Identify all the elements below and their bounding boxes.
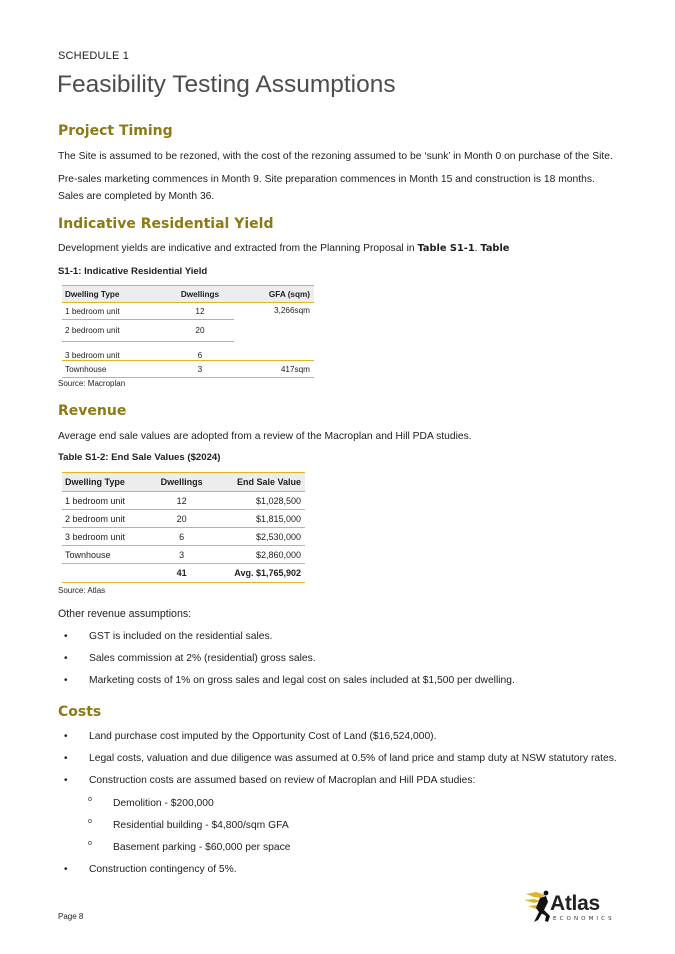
total-blank-cell: [62, 564, 147, 583]
table-row: [62, 303, 314, 320]
yield-source: Source: Macroplan: [58, 379, 126, 388]
yield-header-type: Dwelling Type: [62, 286, 166, 303]
table-row: [62, 510, 305, 528]
project-timing-heading: Project Timing: [58, 123, 173, 139]
end-sale-values-table: [62, 472, 305, 583]
yield-table-caption: S1-1: Indicative Residential Yield: [58, 266, 208, 277]
bullet-icon: •: [64, 864, 68, 875]
revenue-source: Source: Atlas: [58, 586, 106, 595]
total-value: Avg. $1,765,902: [216, 564, 305, 583]
other-revenue-label: Other revenue assumptions:: [58, 608, 192, 620]
costs-bullet-2: Legal costs, valuation and due diligence was assumed at 0.5% of land price and stamp duty at NSW statutory rates.: [89, 753, 617, 764]
revenue-cell-value: $1,028,500: [216, 492, 305, 510]
sub-bullet-icon: o: [88, 818, 92, 825]
yield-cell-type: 2 bedroom unit: [62, 320, 166, 342]
yield-cell-type: 3 bedroom unit: [65, 351, 120, 360]
revenue-cell-type: 2 bedroom unit: [62, 510, 147, 528]
logo-tagline: ECONOMICS: [553, 916, 615, 922]
yield-cell-dwellings: 12: [166, 303, 234, 320]
revenue-bullet-1: GST is included on the residential sales.: [89, 631, 273, 642]
project-timing-paragraph-1: The Site is assumed to be rezoned, with the cost of the rezoning assumed to be ‘sunk’ in Month 0 on purchase of the Site.: [58, 151, 613, 162]
costs-bullet-3: Construction costs are assumed based on review of Macroplan and Hill PDA studies:: [89, 775, 476, 786]
costs-sub-bullet-2: Residential building - $4,800/sqm GFA: [113, 820, 289, 831]
yield-cell-dwellings: 6: [197, 351, 203, 360]
revenue-cell-dwellings: 6: [147, 528, 215, 546]
revenue-heading: Revenue: [58, 403, 127, 419]
costs-bullet-4: Construction contingency of 5%.: [89, 864, 237, 875]
revenue-header-type: Dwelling Type: [62, 473, 147, 492]
bullet-icon: •: [64, 775, 68, 786]
table-row: [62, 546, 305, 564]
project-timing-paragraph-2: Pre-sales marketing commences in Month 9. Site preparation commences in Month 15 and construction is 18 months. Sales are completed by Month 36.: [58, 174, 595, 202]
table-ref-link[interactable]: Table S1-1: [417, 243, 475, 254]
yield-heading: Indicative Residential Yield: [58, 216, 274, 232]
yield-cell-type: 1 bedroom unit: [62, 303, 166, 320]
atlas-economics-logo: [522, 888, 614, 928]
schedule-label: SCHEDULE 1: [58, 50, 130, 62]
revenue-cell-type: 1 bedroom unit: [62, 492, 147, 510]
table-row: [62, 528, 305, 546]
yield-intro-text: Development yields are indicative and extracted from the Planning Proposal in: [58, 243, 418, 254]
costs-sub-bullet-1: Demolition - $200,000: [113, 798, 214, 809]
yield-cell-units-gfa: 3,266sqm: [234, 303, 314, 361]
table-ref-word: Table: [480, 243, 510, 254]
yield-cell-type: Townhouse: [62, 361, 166, 378]
revenue-cell-value: $2,530,000: [216, 528, 305, 546]
revenue-cell-dwellings: 3: [147, 546, 215, 564]
table-row: [62, 361, 314, 378]
bullet-icon: •: [64, 753, 68, 764]
sub-bullet-icon: o: [88, 796, 92, 803]
yield-table: [62, 285, 314, 378]
yield-cell-gfa: 417sqm: [234, 361, 314, 378]
logo-name: Atlas: [550, 892, 600, 915]
yield-header-gfa: GFA (sqm): [234, 286, 314, 303]
yield-intro-sep: .: [474, 243, 481, 254]
bullet-icon: •: [64, 731, 68, 742]
revenue-cell-value: $2,860,000: [216, 546, 305, 564]
page-title: Feasibility Testing Assumptions: [57, 71, 396, 98]
bullet-icon: •: [64, 675, 68, 686]
table-total-row: [62, 564, 305, 583]
revenue-cell-type: 3 bedroom unit: [62, 528, 147, 546]
total-dwellings: 41: [147, 564, 215, 583]
yield-intro: [58, 240, 618, 257]
revenue-bullet-2: Sales commission at 2% (residential) gross sales.: [89, 653, 316, 664]
costs-sub-bullet-3: Basement parking - $60,000 per space: [113, 842, 291, 853]
revenue-header-value: End Sale Value: [216, 473, 305, 492]
costs-heading: Costs: [58, 704, 102, 720]
sub-bullet-icon: o: [88, 840, 92, 847]
revenue-cell-dwellings: 20: [147, 510, 215, 528]
revenue-table-caption: Table S1-2: End Sale Values ($2024): [58, 452, 221, 463]
revenue-header-dwellings: Dwellings: [147, 473, 215, 492]
costs-bullet-1: Land purchase cost imputed by the Opportunity Cost of Land ($16,524,000).: [89, 731, 437, 742]
revenue-cell-value: $1,815,000: [216, 510, 305, 528]
revenue-bullet-3: Marketing costs of 1% on gross sales and legal cost on sales included at $1,500 per dwelling.: [89, 675, 515, 686]
yield-cell-dwellings: 3: [166, 361, 234, 378]
revenue-cell-type: Townhouse: [62, 546, 147, 564]
bullet-icon: •: [64, 653, 68, 664]
revenue-intro: Average end sale values are adopted from a review of the Macroplan and Hill PDA studies.: [58, 431, 472, 442]
page-number: Page 8: [58, 912, 84, 921]
yield-header-dwellings: Dwellings: [166, 286, 234, 303]
table-row: [62, 492, 305, 510]
bullet-icon: •: [64, 631, 68, 642]
yield-cell-dwellings: 20: [166, 320, 234, 342]
revenue-cell-dwellings: 12: [147, 492, 215, 510]
